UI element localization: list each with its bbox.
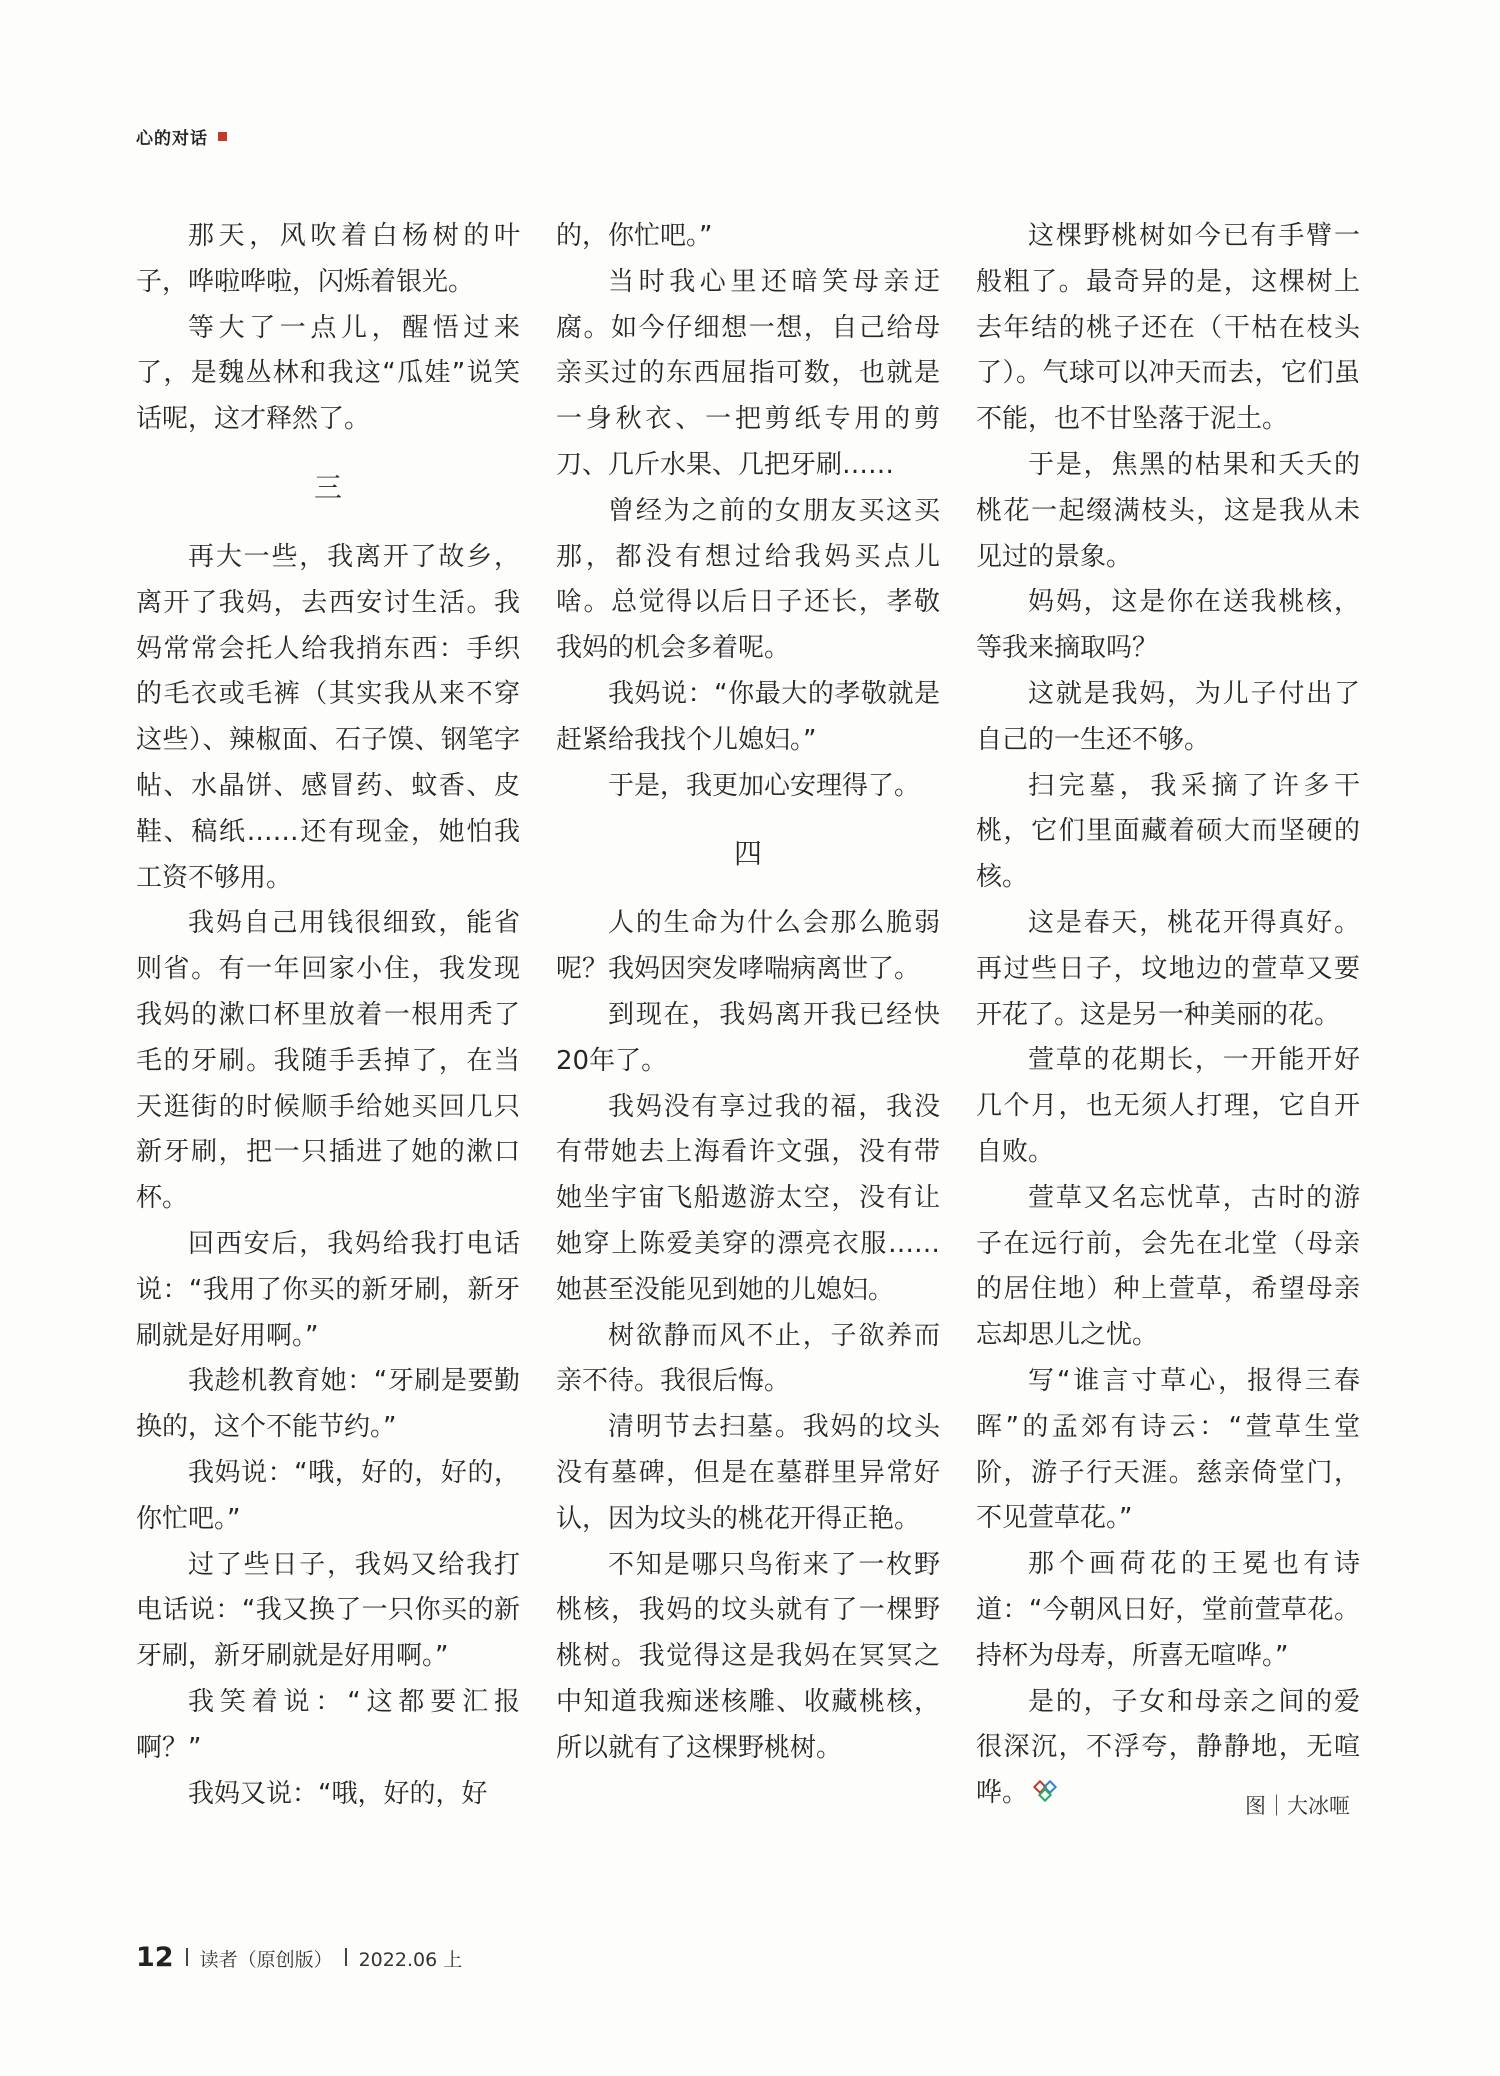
paragraph: [136, 1222, 520, 1359]
section-header: [136, 124, 227, 149]
paragraph: [976, 764, 1360, 901]
paragraph: [976, 214, 1360, 443]
paragraph: [136, 901, 520, 1222]
paragraph-text: 于是，焦黑的枯果和夭夭的桃花一起缀满枝头，这是我从未见过的景象。: [976, 449, 1360, 572]
paragraph-text: 四: [733, 837, 762, 871]
paragraph: [136, 1451, 520, 1543]
paragraph-text: 萱草又名忘忧草，古时的游子在远行前，会先在北堂（母亲的居住地）种上萱草，希望母亲忘却思儿之忧。: [976, 1182, 1360, 1351]
article-column-1: [136, 214, 520, 1817]
paragraph: [136, 1359, 520, 1451]
page-number: 12: [136, 1942, 174, 1973]
paragraph: [556, 1543, 940, 1772]
paragraph-text: 扫完墓，我采摘了许多干桃，它们里面藏着硕大而坚硬的核。: [976, 770, 1360, 893]
paragraph-text: 我妈说：“哦，好的，好的，你忙吧。”: [136, 1457, 520, 1534]
paragraph: [136, 1772, 520, 1818]
paragraph: [556, 260, 940, 489]
paragraph: [556, 993, 940, 1085]
paragraph-text: 我趁机教育她：“牙刷是要勤换的，这个不能节约。”: [136, 1366, 520, 1443]
paragraph: [556, 214, 940, 260]
paragraph-text: 清明节去扫墓。我妈的坟头没有墓碑，但是在墓群里异常好认，因为坟头的桃花开得正艳。: [556, 1412, 940, 1534]
paragraph: [136, 535, 520, 901]
paragraph-text: 当时我心里还暗笑母亲迂腐。如今仔细想一想，自己给母亲买过的东西屈指可数，也就是一身秋衣、一把剪纸专用的剪刀、几斤水果、几把牙刷……: [556, 266, 940, 480]
paragraph-text: 三: [313, 470, 342, 504]
paragraph: [976, 580, 1360, 672]
end-mark-icon: [1032, 1779, 1060, 1807]
paragraph-text: 我妈又说：“哦，好的，好: [188, 1778, 488, 1809]
issue-date: 2022.06 上: [358, 1949, 463, 1971]
footer-divider: [186, 1948, 188, 1966]
paragraph: [556, 1085, 940, 1314]
paragraph: [136, 1680, 520, 1772]
paragraph-text: 萱草的花期长，一开能开好几个月，也无须人打理，它自开自败。: [976, 1045, 1360, 1167]
article-column-2: [556, 214, 940, 1772]
paragraph-text: 妈妈，这是你在送我桃核，等我来摘取吗？: [976, 587, 1360, 664]
section-marker-icon: [218, 132, 227, 141]
paragraph-text: 到现在，我妈离开我已经快20年了。: [556, 999, 940, 1076]
paragraph: [976, 443, 1360, 580]
paragraph: [136, 306, 520, 443]
paragraph-text: 我妈没有享过我的福，我没有带她去上海看许文强，没有带她坐宇宙飞船遨游太空，没有让她穿上陈爱美穿的漂亮衣服……她甚至没能见到她的儿媳妇。: [556, 1091, 940, 1305]
paragraph: [976, 901, 1360, 1038]
page-footer: [136, 1942, 462, 1973]
paragraph: [976, 672, 1360, 764]
paragraph: [136, 214, 520, 306]
paragraph: [976, 1359, 1360, 1542]
paragraph-text: 这就是我妈，为儿子付出了自己的一生还不够。: [976, 678, 1360, 755]
section-heading: [556, 821, 940, 887]
paragraph: [976, 1038, 1360, 1175]
paragraph: [556, 1405, 940, 1542]
paragraph: [556, 901, 940, 993]
paragraph-text: 不知是哪只鸟衔来了一枚野桃核，我妈的坟头就有了一棵野桃树。我觉得这是我妈在冥冥之中知道我痴迷核雕、收藏桃核，所以就有了这棵野桃树。: [556, 1549, 940, 1763]
paragraph-text: 那个画荷花的王冕也有诗道：“今朝风日好，堂前萱草花。持杯为母寿，所喜无喧哗。”: [976, 1549, 1360, 1671]
illustration-credit: 图｜大冰咂: [1245, 1794, 1350, 1818]
paragraph: [556, 1314, 940, 1406]
paragraph-text: 那天，风吹着白杨树的叶子，哗啦哗啦，闪烁着银光。: [136, 221, 520, 297]
paragraph: [556, 672, 940, 764]
paragraph: [136, 1543, 520, 1680]
paragraph-text: 这是春天，桃花开得真好。再过些日子，坟地边的萱草又要开花了。这是另一种美丽的花。: [976, 907, 1360, 1030]
magazine-name: 读者（原创版）: [199, 1949, 333, 1971]
paragraph-text: 我笑着说：“这都要汇报啊？”: [136, 1686, 520, 1763]
footer-divider: [345, 1948, 347, 1966]
paragraph-text: 树欲静而风不止，子欲养而亲不待。我很后悔。: [556, 1320, 940, 1397]
paragraph-text: 是的，子女和母亲之间的爱很深沉，不浮夸，静静地，无喧哗。: [976, 1686, 1360, 1809]
paragraph: [976, 1176, 1360, 1359]
paragraph-text: 再大一些，我离开了故乡，离开了我妈，去西安讨生活。我妈常常会托人给我捎东西：手织的毛衣或毛裤（其实我从来不穿这些）、辣椒面、石子馍、钢笔字帖、水晶饼、感冒药、蚊香、皮鞋、稿纸……还有现金，她怕我工资不够用。: [136, 541, 520, 893]
paragraph-text: 我妈说：“你最大的孝敬就是赶紧给我找个儿媳妇。”: [556, 678, 940, 755]
paragraph-text: 的，你忙吧。”: [556, 221, 713, 251]
paragraph-text: 人的生命为什么会那么脆弱呢？我妈因突发哮喘病离世了。: [556, 908, 940, 985]
paragraph-text: 这棵野桃树如今已有手臂一般粗了。最奇异的是，这棵树上去年结的桃子还在（干枯在枝头了）。气球可以冲天而去，它们虽不能，也不甘坠落于泥土。: [976, 221, 1360, 435]
article-column-3: [976, 214, 1360, 1817]
section-title: 心的对话: [136, 129, 208, 149]
paragraph-text: 曾经为之前的女朋友买这买那，都没有想过给我妈买点儿啥。总觉得以后日子还长，孝敬我妈的机会多着呢。: [556, 495, 940, 664]
paragraph-text: 等大了一点儿，醒悟过来了，是魏丛林和我这“瓜娃”说笑话呢，这才释然了。: [136, 312, 520, 435]
paragraph-text: 于是，我更加心安理得了。: [608, 770, 921, 801]
paragraph: [556, 489, 940, 672]
paragraph: [556, 764, 940, 810]
paragraph-text: 回西安后，我妈给我打电话说：“我用了你买的新牙刷，新牙刷就是好用啊。”: [136, 1228, 520, 1351]
paragraph-text: 我妈自己用钱很细致，能省则省。有一年回家小住，我发现我妈的漱口杯里放着一根用秃了毛的牙刷。我随手丢掉了，在当天逛街的时候顺手给她买回几只新牙刷，把一只插进了她的漱口杯。: [136, 908, 520, 1214]
paragraph: [976, 1542, 1360, 1679]
paragraph-text: 过了些日子，我妈又给我打电话说：“我又换了一只你买的新牙刷，新牙刷就是好用啊。”: [136, 1549, 520, 1672]
paragraph-text: 写“谁言寸草心，报得三春晖”的孟郊有诗云：“萱草生堂阶，游子行天涯。慈亲倚堂门，不见萱草花。”: [976, 1365, 1360, 1534]
section-heading: [136, 455, 520, 521]
